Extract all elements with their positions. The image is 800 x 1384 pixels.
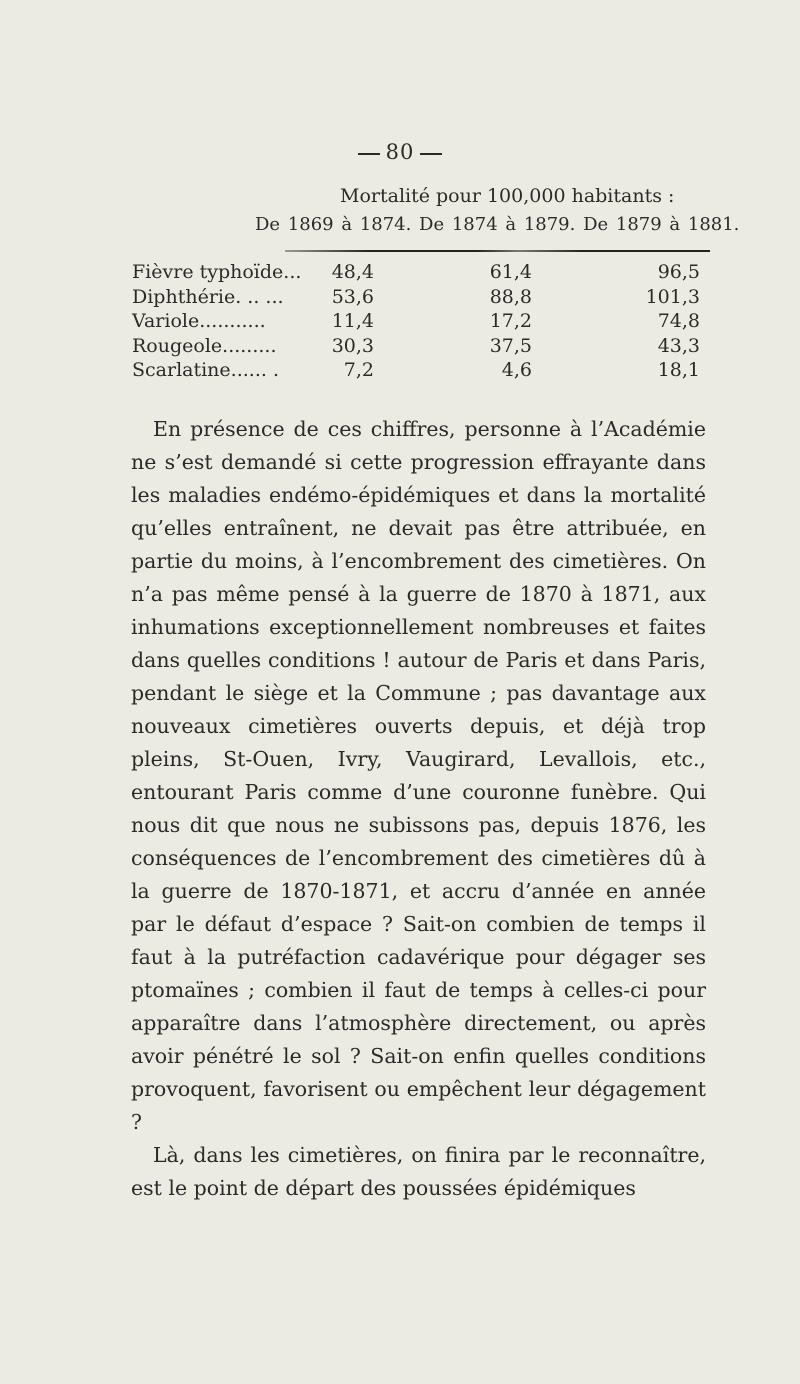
value-1869-1874: 53,6: [331, 285, 374, 308]
value-1879-1881: 18,1: [657, 359, 700, 381]
value-1879-1881: 101,3: [645, 285, 700, 308]
table-row: [132, 334, 700, 359]
table-row: [132, 285, 700, 310]
page-number: 80: [385, 140, 415, 164]
disease-name: Diphthérie. .. ...: [132, 285, 284, 308]
value-1874-1879: 88,8: [489, 285, 532, 308]
value-1879-1881: 43,3: [657, 334, 700, 357]
table-row: [132, 260, 700, 285]
disease-name: Variole...........: [132, 310, 266, 332]
table-rule: [285, 250, 710, 252]
value-1874-1879: 17,2: [489, 310, 532, 332]
value-1869-1874: 7,2: [343, 359, 374, 381]
table-title: Mortalité pour 100,000 habitants :: [340, 185, 675, 207]
table-row: [132, 358, 700, 383]
paragraph: En présence de ces chiffres, personne à l’Académie ne s’est demandé si cette progression effrayante dans les maladies endémo-épidémiques et dans la mortalité qu’elles entraînent, ne devait pas être attribuée, en partie du moins, à l’encombrement des cimetières. On n’a pas même pensé à la guerre de 1870 à 1871, aux inhumations exceptionnellement nombreuses et faites dans quelles conditions ! autour de Paris et dans Paris, pendant le siège et la Commune ; pas davantage aux nouveaux cimetières ouverts depuis, et déjà trop pleins, St-Ouen, Ivry, Vaugirard, Levallois, etc., entourant Paris comme d’une couronne funèbre. Qui nous dit que nous ne subissons pas, depuis 1876, les conséquences de l’encombrement des cimetières dû à la guerre de 1870-1871, et accru d’année en année par le défaut d’espace ? Sait-on combien de temps il faut à la putréfaction cadavérique pour dégager ses ptomaïnes ; combien il faut de temps à celles-ci pour apparaître dans l’atmosphère directement, ou après avoir pénétré le sol ? Sait-on enfin quelles conditions provoquent, favorisent ou empêchent leur dégagement ?: [131, 417, 706, 1134]
value-1874-1879: 37,5: [489, 334, 532, 357]
mortality-table: [132, 260, 700, 383]
dash-left: [358, 153, 380, 155]
disease-name: Scarlatine...... .: [132, 359, 279, 381]
table-column-header: De 1869 à 1874. De 1874 à 1879. De 1879 à 1881.: [255, 214, 740, 235]
value-1879-1881: 96,5: [657, 261, 700, 283]
value-1869-1874: 11,4: [331, 310, 374, 332]
dash-right: [420, 153, 442, 155]
value-1869-1874: 30,3: [331, 334, 374, 357]
value-1874-1879: 61,4: [489, 261, 532, 283]
value-1874-1879: 4,6: [501, 359, 532, 381]
disease-name: Fièvre typhoïde...: [132, 261, 302, 283]
value-1869-1874: 48,4: [331, 261, 374, 283]
paragraph: Là, dans les cimetières, on finira par le reconnaître, est le point de départ des poussées épidémiques: [131, 1143, 706, 1200]
body-text: [131, 413, 706, 1205]
value-1879-1881: 74,8: [657, 310, 700, 332]
disease-name: Rougeole.........: [132, 334, 277, 357]
table-row: [132, 309, 700, 334]
page-number-line: [0, 140, 800, 164]
